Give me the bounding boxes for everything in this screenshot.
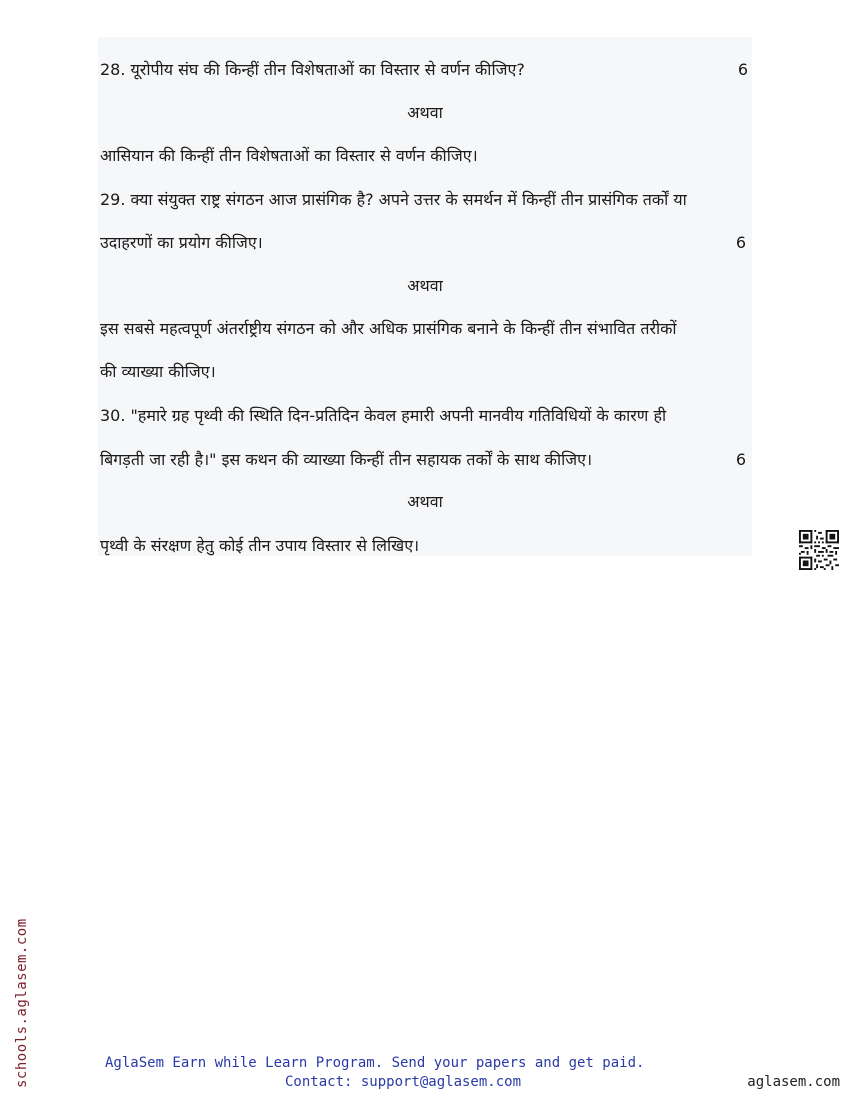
question-29-marks: 6 (735, 233, 746, 252)
question-30-alternative: पृथ्वी के संरक्षण हेतु कोई तीन उपाय विस्तार से लिखिए। (100, 536, 420, 555)
qr-code-icon (799, 530, 839, 570)
question-30-marks: 6 (735, 450, 746, 469)
question-30-text-line1: 30. "हमारे ग्रह पृथ्वी की स्थिति दिन-प्रतिदिन केवल हमारी अपनी मानवीय गतिविधियों के कारण ही (100, 406, 667, 425)
question-29-alternative-line2: की व्याख्या कीजिए। (100, 362, 216, 381)
footer-contact-text: Contact: support@aglasem.com (285, 1074, 522, 1090)
question-30-or-divider: अथवा (407, 492, 443, 511)
question-28-marks: 6 (737, 60, 748, 79)
question-29-or-divider: अथवा (407, 276, 443, 295)
question-28-text: 28. यूरोपीय संघ की किन्हीं तीन विशेषताओं का विस्तार से वर्णन कीजिए? (100, 60, 525, 79)
question-29-alternative-line1: इस सबसे महत्वपूर्ण अंतर्राष्ट्रीय संगठन को और अधिक प्रासंगिक बनाने के किन्हीं तीन संभावित तरीकों (100, 319, 677, 338)
footer-promo-text: AglaSem Earn while Learn Program. Send your papers and get paid. (105, 1055, 645, 1071)
question-28-alternative: आसियान की किन्हीं तीन विशेषताओं का विस्तार से वर्णन कीजिए। (100, 146, 478, 165)
question-29-text-line1: 29. क्या संयुक्त राष्ट्र संगठन आज प्रासंगिक है? अपने उत्तर के समर्थन में किन्हीं तीन प्रासंगिक तर्कों या (100, 190, 687, 209)
footer-site-text: aglasem.com (747, 1074, 840, 1090)
question-29-text-line2: उदाहरणों का प्रयोग कीजिए। (100, 233, 263, 252)
side-watermark: schools.aglasem.com (14, 918, 30, 1088)
question-28-or-divider: अथवा (407, 103, 443, 122)
question-30-text-line2: बिगड़ती जा रही है।" इस कथन की व्याख्या किन्हीं तीन सहायक तर्कों के साथ कीजिए। (100, 450, 593, 469)
